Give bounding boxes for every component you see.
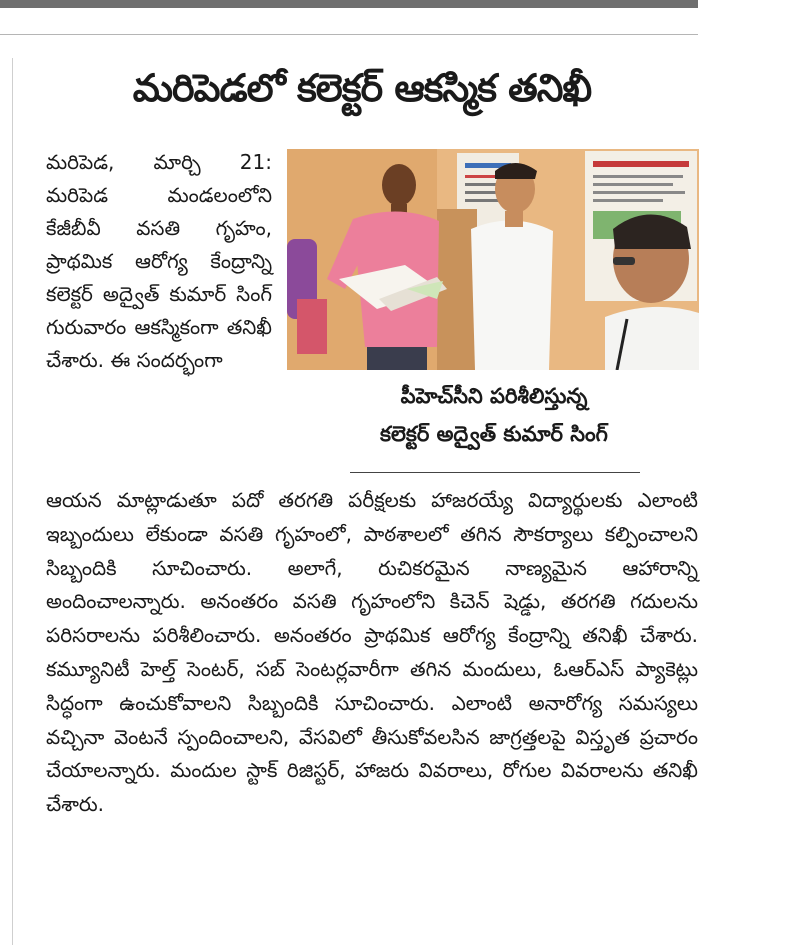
headline: మరిపెడలో కలెక్టర్ ఆకస్మిక తనిఖీ xyxy=(132,66,592,110)
body-paragraph: ఆయన మాట్లాడుతూ పదో తరగతి పరీక్షలకు హాజరయ్యే విద్యార్థులకు ఎలాంటి ఇబ్బందులు లేకుండా వసతి గృహంలో, పాఠశాలలో తగిన సౌకర్యాలు కల్పించాలని సిబ్బందికి సూచించారు. అలాగే, రుచికరమైన నాణ్యమైన ఆహారాన్ని అందించాలన్నారు. అనంతరం వసతి గృహంలోని కిచెన్ షెడ్డు, తరగతి గదులను పరిసరాలను పరిశీలించారు. అనంతరం ప్రాథమిక ఆరోగ్య కేంద్రాన్ని తనిఖీ చేశారు. కమ్యూనిటీ హెల్త్ సెంటర్, సబ్ సెంటర్లవారీగా తగిన మందులు, ఓఆర్ఎస్ ప్యాకెట్లు సిద్ధంగా ఉంచుకోవాలని సిబ్బందికి సూచించారు. ఎలాంటి అనారోగ్య సమస్యలు వచ్చినా వెంటనే స్పందించాలని, వేసవిలో తీసుకోవలసిన జాగ్రత్తలపై విస్తృత ప్రచారం చేయాలన్నారు. మందుల స్టాక్ రిజిస్టర్, హాజరు వివరాలు, రోగుల వివరాలను తనిఖీ చేశారు. xyxy=(46,488,698,817)
photo-caption-line-2: కలెక్టర్ అద్వైత్ కుమార్ సింగ్ xyxy=(380,422,608,446)
column-rule xyxy=(12,58,13,945)
photo-caption xyxy=(292,377,696,453)
news-photo xyxy=(287,149,699,370)
caption-divider xyxy=(350,472,640,473)
lead-paragraph: మరిపెడ, మార్చి 21: మరిపెడ మండలంలోని కేజీబీవీ వసతి గృహం, ప్రాథమిక ఆరోగ్య కేంద్రాన్ని కలెక్టర్ అద్వైత్ కుమార్ సింగ్ గురువారం ఆకస్మికంగా తనిఖీ చేశారు. ఈ సందర్భంగా xyxy=(46,150,272,372)
top-border-bar xyxy=(0,0,698,8)
top-divider xyxy=(0,34,698,35)
photo-caption-line-1: పీహెచ్‌సీని పరిశీలిస్తున్న xyxy=(400,384,588,408)
